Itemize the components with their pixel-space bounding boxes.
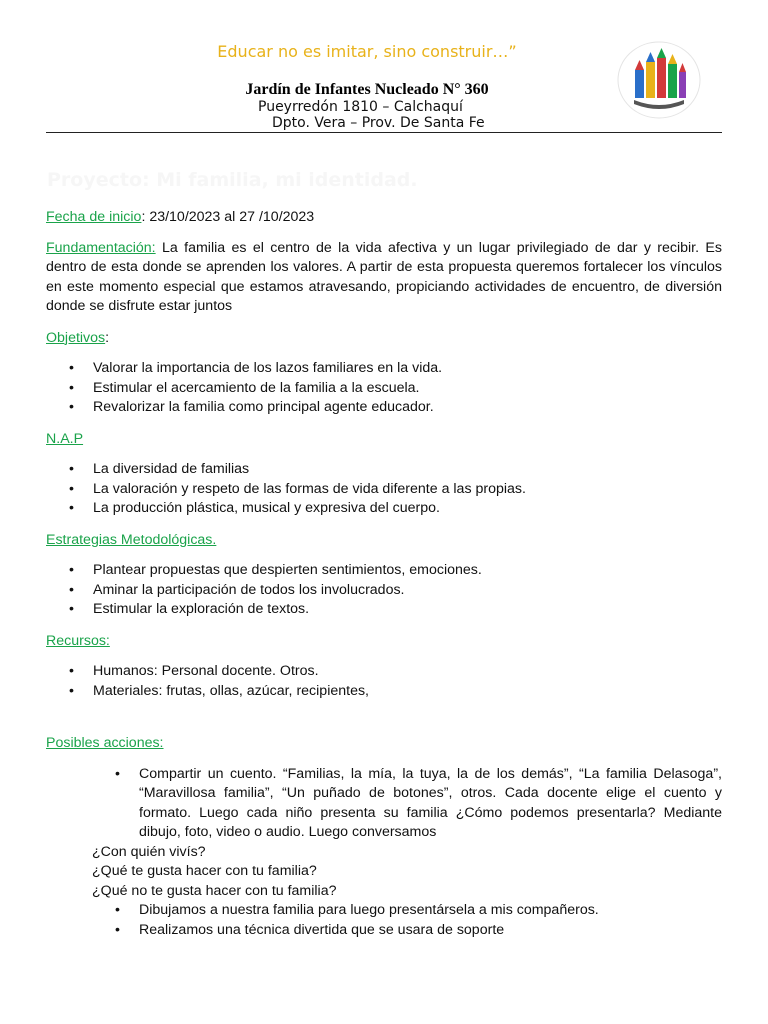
list-item: • La producción plástica, musical y expresiva del cuerpo.	[46, 499, 722, 519]
estrategias-list	[46, 561, 722, 620]
fundamentacion-label: Fundamentación:	[46, 239, 156, 256]
start-date	[46, 208, 722, 228]
list-item: • Plantear propuestas que despierten sentimientos, emociones.	[46, 561, 722, 581]
list-item: • Compartir un cuento. “Familias, la mía, la tuya, la de los demás”, “La familia Delasoga”, “Maravillosa familia”, “Un puñado de botones”, otros. Cada docente elige el cuento y formato. Luego cada niño presenta su familia ¿Cómo podemos presentarla? Mediante dibujo, foto, video o audio. Luego conversamos	[46, 765, 722, 843]
start-date-value: : 23/10/2023 al 27 /10/2023	[141, 209, 315, 225]
list-item: • Revalorizar la familia como principal agente educador.	[46, 398, 722, 418]
estrategias-heading: Estrategias Metodológicas.	[46, 531, 217, 548]
recursos-heading: Recursos:	[46, 632, 110, 649]
list-item: • Realizamos una técnica divertida que se usara de soporte	[46, 921, 722, 941]
recursos-list	[46, 662, 722, 701]
list-item: • Materiales: frutas, ollas, azúcar, recipientes,	[46, 682, 722, 702]
header-divider	[46, 132, 722, 133]
fundamentacion-text: La familia es el centro de la vida afectiva y un lugar privilegiado de dar y recibir. Es dentro de esta donde se aprenden los valores. A partir de esta propuesta queremos fortalecer los vínculos en este momento especial que estamos atravesando, propiciando actividades de encuentro, de diversión donde se disfrute estar juntos	[46, 239, 722, 314]
project-title: Proyecto: Mi familia, mi identidad.	[47, 169, 418, 191]
nap-heading: N.A.P	[46, 430, 84, 447]
header-motto: Educar no es imitar, sino construir…”	[217, 42, 517, 61]
school-name: Jardín de Infantes Nucleado N° 360	[245, 81, 489, 98]
nap-list	[46, 460, 722, 519]
acciones-list	[46, 901, 722, 940]
list-item: • La valoración y respeto de las formas de vida diferente a las propias.	[46, 480, 722, 500]
list-item: • Estimular el acercamiento de la familia a la escuela.	[46, 379, 722, 399]
school-crest-icon	[616, 40, 702, 120]
acciones-heading: Posibles acciones:	[46, 735, 164, 751]
list-item: • Humanos: Personal docente. Otros.	[46, 662, 722, 682]
objetivos-list	[46, 359, 722, 418]
list-item: • Aminar la participación de todos los involucrados.	[46, 581, 722, 601]
fundamentacion-paragraph	[46, 239, 722, 317]
question-line: ¿Qué te gusta hacer con tu familia?	[92, 863, 317, 879]
document-body	[46, 208, 722, 940]
objetivos-heading: Objetivos:	[46, 329, 110, 346]
question-line: ¿Qué no te gusta hacer con tu familia?	[92, 882, 337, 899]
acciones-intro-list	[46, 765, 722, 843]
address-line-2: Dpto. Vera – Prov. De Santa Fe	[272, 115, 485, 131]
address-line-1: Pueyrredón 1810 – Calchaquí	[258, 99, 463, 115]
list-item: • La diversidad de familias	[46, 460, 722, 480]
list-item: • Valorar la importancia de los lazos familiares en la vida.	[46, 359, 722, 379]
start-date-label: Fecha de inicio	[46, 209, 142, 225]
list-item: • Estimular la exploración de textos.	[46, 600, 722, 620]
question-line: ¿Con quién vivís?	[92, 843, 206, 860]
list-item: • Dibujamos a nuestra familia para luego presentársela a mis compañeros.	[46, 901, 722, 921]
